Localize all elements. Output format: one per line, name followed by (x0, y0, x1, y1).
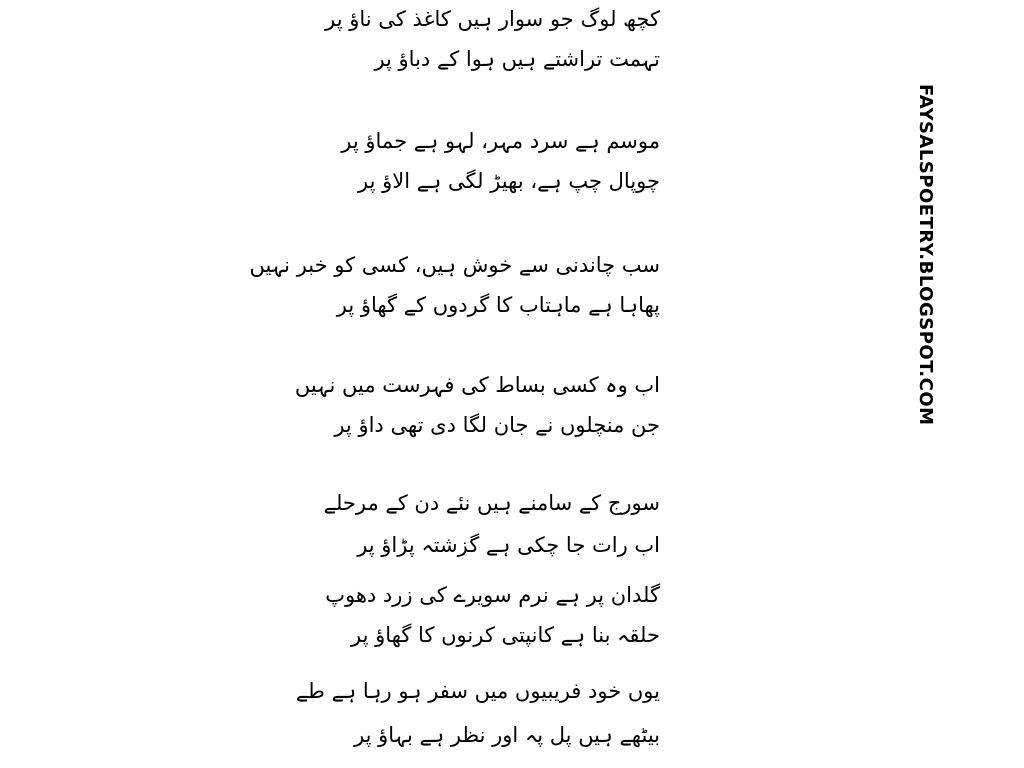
blog-watermark-text: FAYSALSPOETRY.BLOGSPOT.COM (915, 84, 936, 426)
stanza-2-line-1: موسم ہے سرد مہر، لہو ہے جماؤ پر (341, 129, 660, 153)
stanza-2-line-2: چوپال چپ ہے، بھیڑ لگی ہے الاؤ پر (358, 169, 660, 193)
stanza-7-line-1: یوں خود فریبیوں میں سفر ہو رہا ہے طے (295, 679, 660, 703)
stanza-4-line-2: جن منچلوں نے جان لگا دی تھی داؤ پر (334, 413, 660, 437)
stanza-3-line-2: پھاہا ہے ماہتاب کا گردوں کے گھاؤ پر (336, 293, 660, 317)
poem (249, 0, 680, 768)
stanza-5-line-2: اب رات جا چکی ہے گزشتہ پڑاؤ پر (357, 533, 660, 557)
stanza-1-line-1: کچھ لوگ جو سوار ہیں کاغذ کی ناؤ پر (325, 7, 660, 31)
stanza-4-line-1: اب وہ کسی بساط کی فہرست میں نہیں (294, 373, 660, 397)
stanza-6-line-2: حلقہ بنا ہے کانپتی کرنوں کا گھاؤ پر (351, 623, 660, 647)
stanza-6-line-1: گلدان پر ہے نرم سویرے کی زرد دھوپ (325, 583, 660, 607)
stanza-1-line-2: تہمت تراشتے ہیں ہوا کے دباؤ پر (374, 47, 660, 71)
stanza-3-line-1: سب چاندنی سے خوش ہیں، کسی کو خبر نہیں (249, 253, 660, 277)
stanza-5-line-1: سورج کے سامنے ہیں نئے دن کے مرحلے (323, 491, 660, 515)
blog-watermark (912, 84, 938, 534)
stanza-7-line-2: بیٹھے ہیں پل پہ اور نظر ہے بہاؤ پر (354, 723, 660, 747)
